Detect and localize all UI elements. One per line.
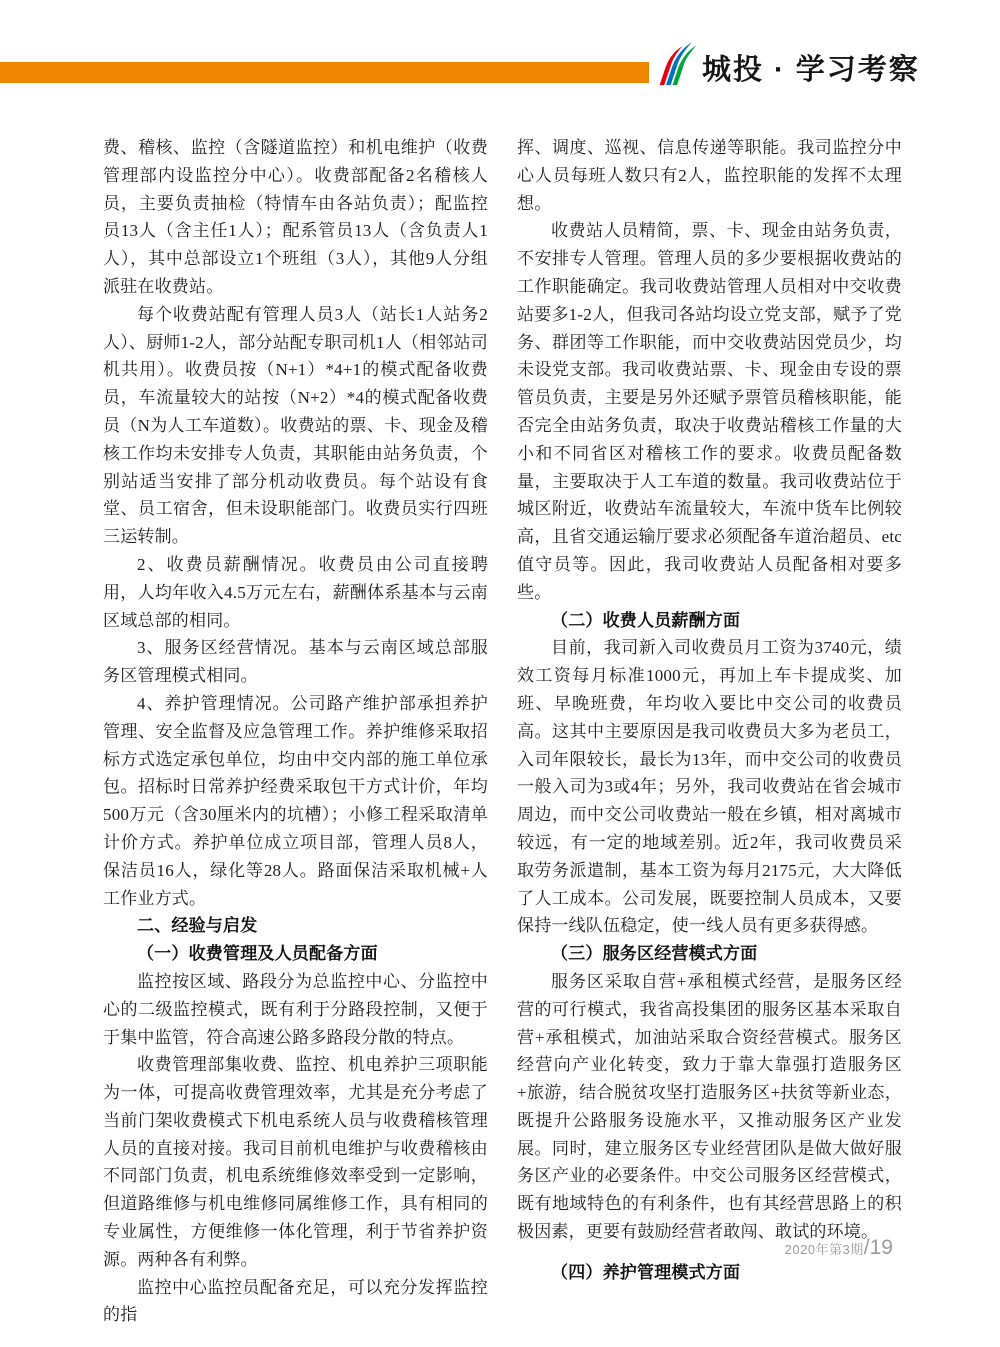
paragraph: 服务区采取自营+承租模式经营，是服务区经营的可行模式，我省高投集团的服务区基本采取自营+承租模式，加油站采取合资经营模式。服务区经营向产业化转变，致力于靠大靠强打造服务区+旅游，结合脱贫攻坚打造服务区+扶贫等新业态，既提升公路服务设施水平，又推动服务区产业发展。同时，建立服务区专业经营团队是做大做好服务区产业的必要条件。中交公司服务区经营模式，既有地域特色的有利条件，也有其经营思路上的积极因素，更要有鼓励经营者敢闯、敢试的环境。 bbox=[517, 971, 902, 1242]
paragraph: 监控中心监控员配备充足，可以充分发挥监控的指 bbox=[103, 1277, 488, 1325]
paragraph: 监控按区域、路段分为总监控中心、分监控中心的二级监控模式，既有利于分路段控制，又便于于集中监管，符合高速公路多路段分散的特点。 bbox=[103, 971, 488, 1047]
brand-logo-icon bbox=[655, 41, 701, 87]
article-body bbox=[103, 134, 902, 1329]
page-title: 城投 · 学习考察 bbox=[702, 54, 920, 86]
paragraph: 每个收费站配有管理人员3人（站长1人站务2人）、厨师1-2人，部分站配专职司机1人（相邻站司机共用）。收费员按（N+1）*4+1的模式配备收费员，车流量较大的站按（N+2）*4的模式配备收费员（N为人工车道数）。收费站的票、卡、现金及稽核工作均未安排专人负责，其职能由站务负责，个别站适当安排了部分机动收费员。每个站设有食堂、员工宿舍，但未设职能部门。收费员实行四班三运转制。 bbox=[103, 304, 488, 547]
subsection-heading: （二）收费人员薪酬方面 bbox=[551, 610, 741, 630]
subsection-heading: （一）收费管理及人员配备方面 bbox=[137, 944, 378, 964]
paragraph: 目前，我司新入司收费员月工资为3740元，绩效工资每月标准1000元，再加上车卡提成奖、加班、早晚班费，年均收入要比中交公司的收费员高。这其中主要原因是我司收费员大多为老员工，入司年限较长，最长为13年，而中交公司的收费员一般入司为3或4年；另外，我司收费站在省会城市周边，而中交公司收费站一般在乡镇，相对离城市较远，有一定的地域差别。近2年，我司收费员采取劳务派遣制，基本工资为每月2175元，大大降低了人工成本。公司发展，既要控制人员成本，又要保持一线队伍稳定，使一线人员有更多获得感。 bbox=[517, 638, 902, 936]
paragraph: 收费站人员精简，票、卡、现金由站务负责，不安排专人管理。管理人员的多少要根据收费站的工作职能确定。我司收费站管理人员相对中交收费站要多1-2人，但我司各站均设立党支部，赋予了党务、群团等工作职能，而中交收费站因党员少，均未设党支部。我司收费站票、卡、现金由专设的票管员负责，主要是另外还赋予票管员稽核职能，能否完全由站务负责，取决于收费站稽核工作量的大小和不同省区对稽核工作的要求。收费员配备数量，主要取决于人工车道的数量。我司收费站位于城区附近，收费站车流量较大，车流中货车比例较高，且省交通运输厅要求必须配备车道治超员、etc值守员等。因此，我司收费站人员配备相对要多些。 bbox=[517, 221, 902, 602]
paragraph: 3、服务区经营情况。基本与云南区域总部服务区管理模式相同。 bbox=[103, 638, 488, 686]
subsection-heading: （四）养护管理模式方面 bbox=[551, 1262, 741, 1282]
left-column bbox=[103, 134, 488, 1329]
issue-label: 2020年第3期 bbox=[784, 1242, 864, 1257]
right-column bbox=[517, 134, 902, 1329]
paragraph: 2、收费员薪酬情况。收费员由公司直接聘用，人均年收入4.5万元左右，薪酬体系基本与云南区域总部的相同。 bbox=[103, 554, 488, 630]
header-accent-bar bbox=[0, 62, 649, 83]
paragraph: 挥、调度、巡视、信息传递等职能。我司监控分中心人员每班人数只有2人，监控职能的发挥不太理想。 bbox=[517, 138, 902, 213]
subsection-heading: （三）服务区经营模式方面 bbox=[551, 944, 758, 964]
paragraph: 4、养护管理情况。公司路产维护部承担养护管理、安全监督及应急管理工作。养护维修采取招标方式选定承包单位，均由中交内部的施工单位承包。招标时日常养护经费采取包干方式计价，年均500万元（含30厘米内的坑槽）；小修工程采取清单计价方式。养护单位成立项目部，管理人员8人，保洁员16人，绿化等28人。路面保洁采取机械+人工作业方式。 bbox=[103, 693, 488, 908]
section-heading: 二、经验与启发 bbox=[137, 916, 258, 936]
page-footer bbox=[785, 1236, 893, 1260]
paragraph: 收费管理部集收费、监控、机电养护三项职能为一体，可提高收费管理效率，尤其是充分考虑了当前门架收费模式下机电系统人员与收费稽核管理人员的直接对接。我司目前机电维护与收费稽核由不同部门负责，机电系统维修效率受到一定影响，但道路维修与机电维修同属维修工作，具有相同的专业属性，方便维修一体化管理，利于节省养护资源。两种各有利弊。 bbox=[103, 1055, 488, 1269]
paragraph: 费、稽核、监控（含隧道监控）和机电维护（收费管理部内设监控分中心）。收费部配备2名稽核人员，主要负责抽检（特情车由各站负责）；配监控员13人（含主任1人）；配系管员13人（含负责人1人），其中总部设立1个班组（3人），其他9人分组派驻在收费站。 bbox=[103, 138, 488, 296]
page-number: /19 bbox=[863, 1236, 893, 1259]
